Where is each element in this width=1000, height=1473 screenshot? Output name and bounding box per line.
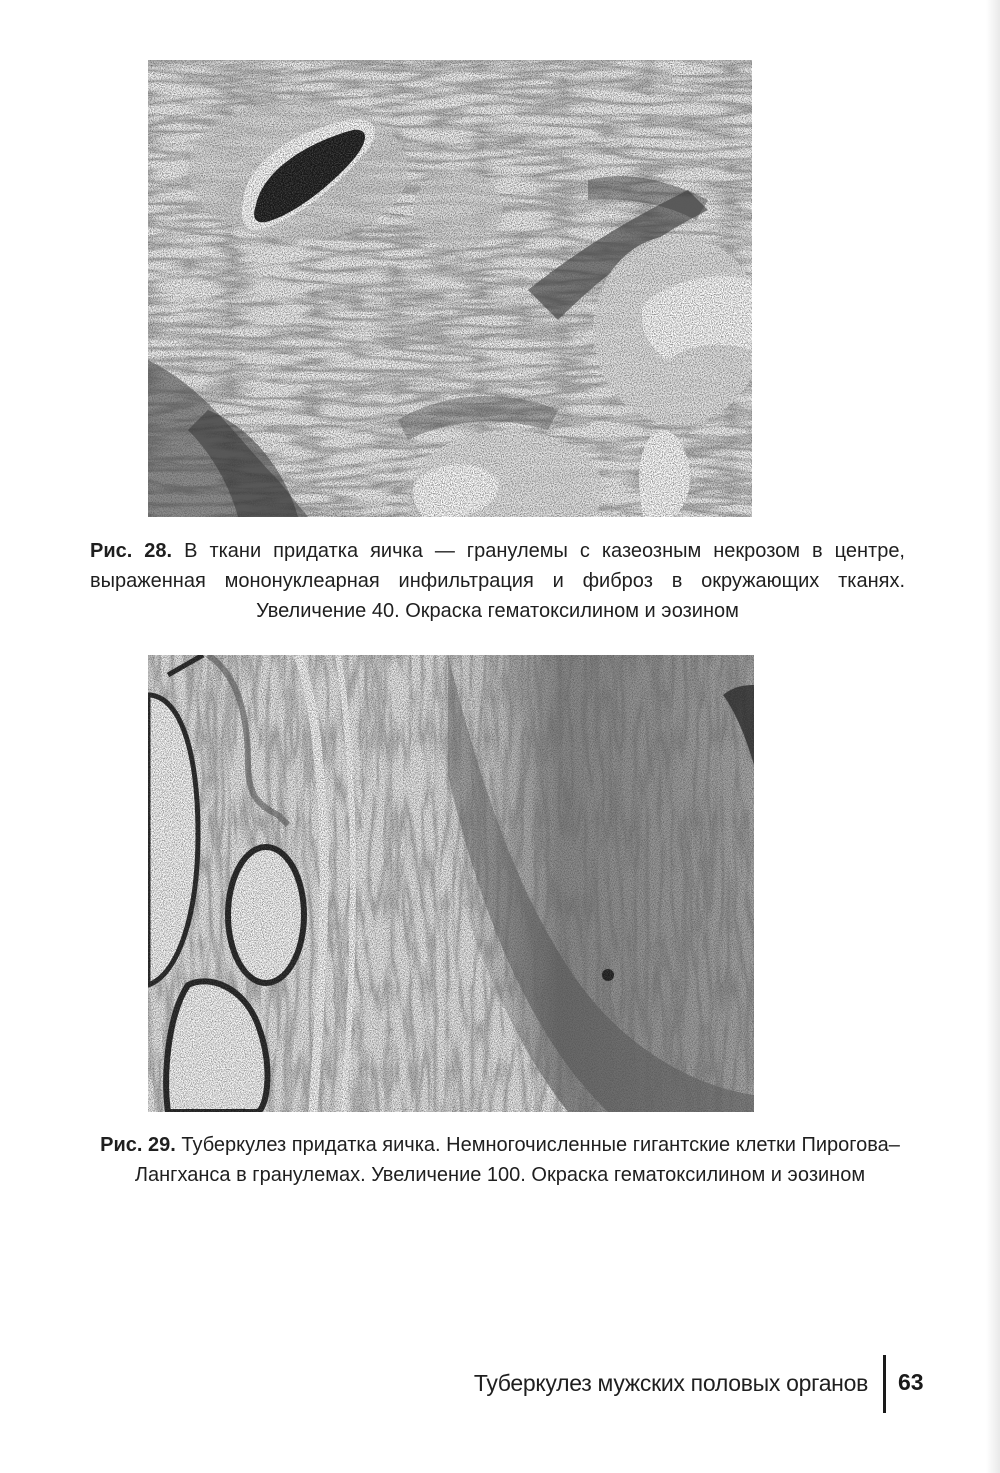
- figure-28-label: Рис. 28.: [90, 540, 173, 562]
- figure-28-micrograph: [148, 60, 752, 517]
- figure-29-micrograph: [148, 655, 754, 1112]
- page-number: 63: [898, 1369, 924, 1395]
- figure-28-caption: [90, 536, 905, 626]
- figure-29-caption-text: Туберкулез придатка яичка. Немногочисленные гигантские клетки Пирогова–Лангханса в гранулемах. Увеличение 100. Окраска гематоксилином и эозином: [134, 1134, 900, 1186]
- figure-28-caption-text: В ткани придатка яичка — гранулемы с казеозным некрозом в центре, выраженная мононуклеарная инфильтрация и фиброз в окружающих тканях. Увеличение 40. Окраска гематоксилином и эозином: [90, 540, 905, 622]
- figure-29-caption: [55, 1130, 945, 1190]
- figure-29-label: Рис. 29.: [100, 1134, 176, 1156]
- footer-divider: [883, 1355, 886, 1413]
- running-footer-section-title: Туберкулез мужских половых органов: [473, 1370, 868, 1396]
- page-edge-shadow: [986, 0, 1000, 1473]
